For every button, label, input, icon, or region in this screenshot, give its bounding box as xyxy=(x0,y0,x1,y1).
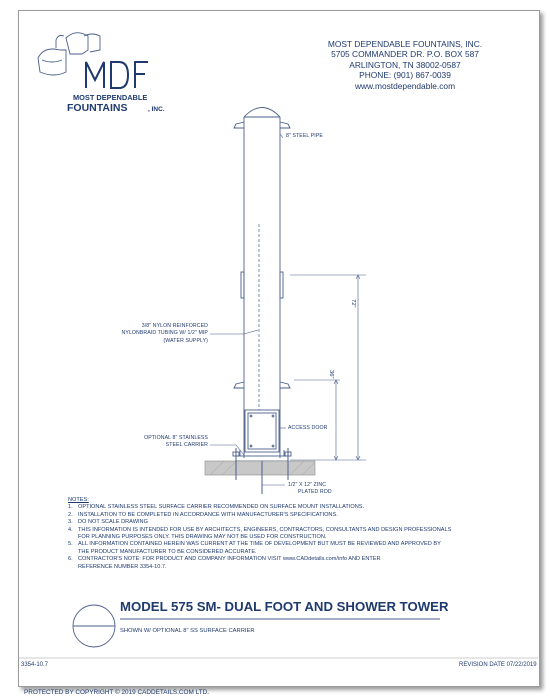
dimension-36-label: 36" xyxy=(328,370,334,379)
note-item: 6. CONTRACTOR'S NOTE: FOR PRODUCT AND COMPANY INFORMATION VISIT www.CADdetails.com/info AND ENTER xyxy=(68,556,381,563)
reference-number: 3354-10.7 xyxy=(21,662,49,668)
logo-line2: FOUNTAINS xyxy=(67,102,128,114)
note-item: 4. THIS INFORMATION IS INTENDED FOR USE BY ARCHITECTS, ENGINEERS, CONTRACTORS, CONSULTANTS AND DESIGN PROFESSIONALS xyxy=(68,526,452,533)
copyright-notice: PROTECTED BY COPYRIGHT © 2019 CADDETAILS.COM LTD. xyxy=(24,689,209,696)
rod-label xyxy=(288,482,332,497)
note-item: 3. DO NOT SCALE DRAWING xyxy=(68,519,148,526)
company-website[interactable]: www.mostdependable.com xyxy=(354,80,456,91)
drawing-subtitle: SHOWN W/ OPTIONAL 8" SS SURFACE CARRIER xyxy=(120,628,255,634)
tubing-label-line2: NYLONBRAID TUBING W/ 1/2" MIP xyxy=(121,330,208,337)
rod-label-line2: PLATED ROD xyxy=(298,489,332,496)
drawing-title: MODEL 575 SM- DUAL FOOT AND SHOWER TOWER xyxy=(120,599,449,614)
company-address-line1: 5705 COMMANDER DR. P.O. BOX 587 xyxy=(331,49,479,60)
access-door-label: ACCESS DOOR xyxy=(288,425,328,431)
notes-header: NOTES: xyxy=(68,497,89,503)
mdf-logo-letters xyxy=(86,62,148,88)
rod-label-line1: 1/2" X 12" ZINC xyxy=(288,482,327,488)
tubing-label xyxy=(116,323,208,345)
access-door xyxy=(245,410,279,452)
tubing-label-line1: 3/8" NYLON REINFORCED xyxy=(141,323,208,329)
steel-pipe-label: 8" STEEL PIPE xyxy=(286,133,323,139)
carrier-label xyxy=(118,435,208,450)
company-address-line2: ARLINGTON, TN 38002-0587 xyxy=(349,59,461,70)
company-name: MOST DEPENDABLE FOUNTAINS, INC. xyxy=(327,39,483,49)
note-item: 1. OPTIONAL STAINLESS STEEL SURFACE CARRIER RECOMMENDED ON SURFACE MOUNT INSTALLATIONS. xyxy=(68,504,365,511)
company-phone: PHONE: (901) 867-0039 xyxy=(359,70,451,81)
note-item: 2. INSTALLATION TO BE COMPLETED IN ACCORDANCE WITH MANUFACTURER'S SPECIFICATIONS. xyxy=(68,511,338,518)
logo-line1: MOST DEPENDABLE xyxy=(73,93,148,102)
steel-pipe xyxy=(234,108,290,459)
logo-fountain-graphic xyxy=(38,33,100,75)
note-item-continuation: THE PRODUCT MANUFACTURER TO BE CONSIDERED ACCURATE. xyxy=(78,548,257,555)
dimension-72-label: 72" xyxy=(350,299,356,308)
notes-section xyxy=(68,497,451,571)
revision-date: REVISION DATE 07/22/2019 xyxy=(459,662,537,668)
note-item-continuation: FOR PLANNING PURPOSES ONLY. THIS DRAWING MAY NOT BE USED FOR CONSTRUCTION. xyxy=(78,534,327,541)
note-item: 5. ALL INFORMATION CONTAINED HEREIN WAS CURRENT AT THE TIME OF DEVELOPMENT BUT MUST BE REVIEWED AND APPROVED BY xyxy=(68,541,441,548)
note-item-continuation: REFERENCE NUMBER 3354-10.7. xyxy=(78,563,167,570)
concrete-slab xyxy=(205,461,315,475)
carrier-label-line2: STEEL CARRIER xyxy=(165,442,208,449)
carrier-label-line1: OPTIONAL 8" STAINLESS xyxy=(144,435,208,441)
tubing-label-line3: (WATER SUPPLY) xyxy=(163,337,208,344)
logo-line2-suffix: , INC. xyxy=(148,106,165,113)
